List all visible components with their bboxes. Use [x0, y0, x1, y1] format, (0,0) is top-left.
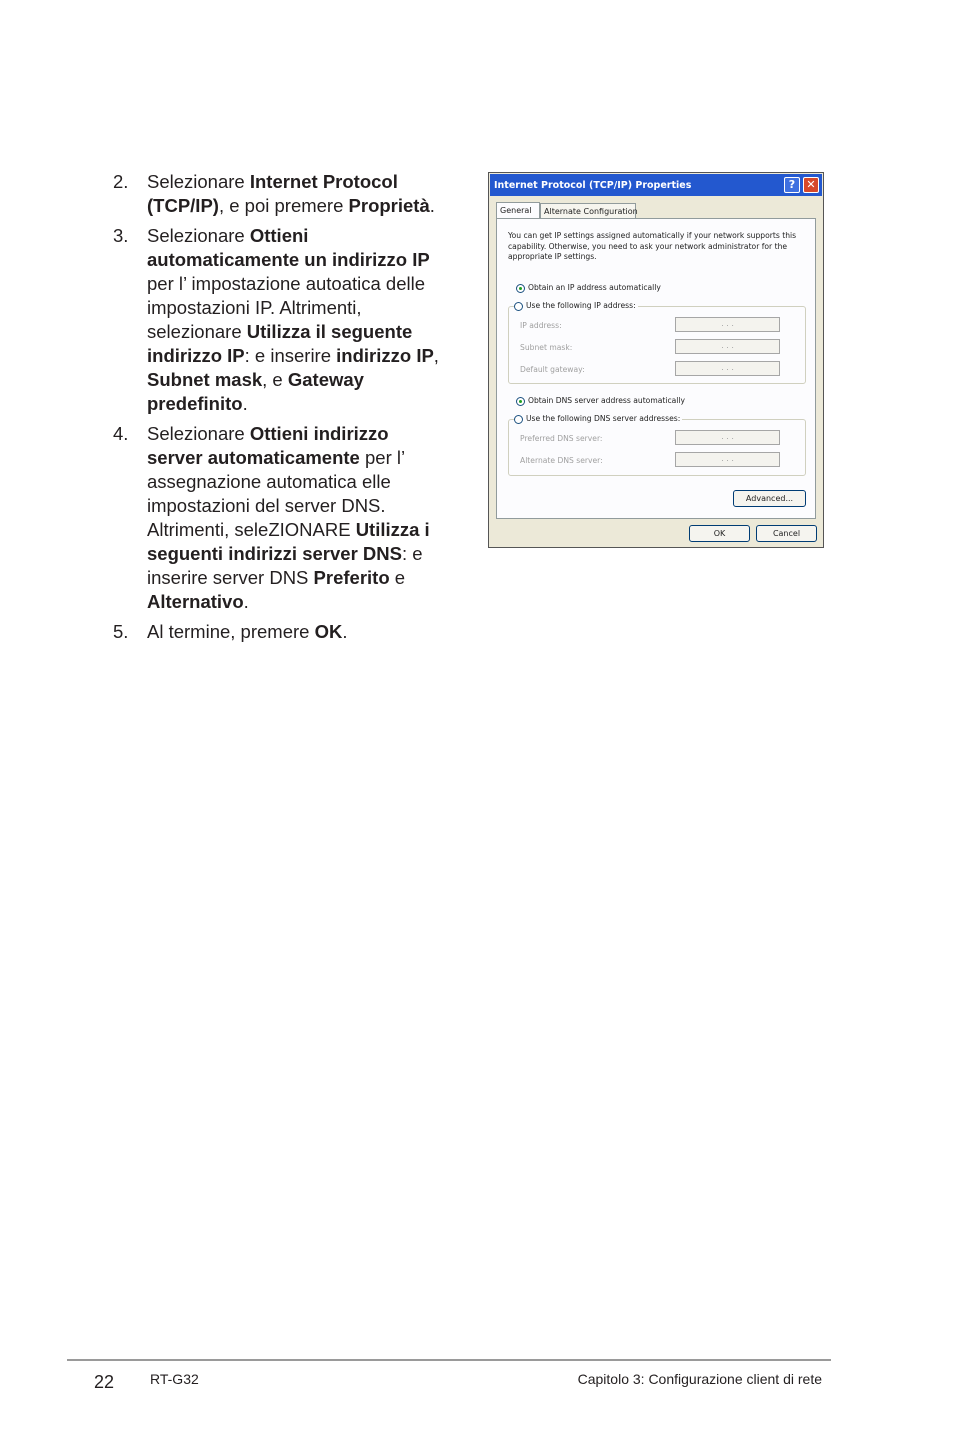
intro-text: You can get IP settings assigned automatically if your network supports this capability. Otherwise, you need to ask your network administrator for the appropriate IP settings. [508, 231, 797, 261]
ip-group [508, 306, 806, 384]
step-text [147, 422, 448, 614]
radio-unselected-icon [514, 415, 523, 424]
chapter-title: Capitolo 3: Configurazione client di rete [577, 1371, 822, 1387]
preferred-dns-field[interactable]: . . . [675, 430, 780, 445]
step-text-run: , e poi premere [218, 195, 349, 216]
ip-manual-label: Use the following IP address: [526, 301, 636, 310]
step-text [147, 620, 448, 644]
step-text-run: . [243, 591, 249, 612]
step-text-run: Selezionare [147, 225, 250, 246]
step-text-run: , e [262, 369, 288, 390]
step-emphasis: Alternativo [147, 591, 244, 612]
step-text-run: . [429, 195, 435, 216]
step-item [113, 224, 448, 416]
ip-auto-label: Obtain an IP address automatically [528, 283, 661, 292]
step-number: 3. [113, 225, 129, 246]
step-emphasis: Ottieni automaticamente un indirizzo IP [147, 225, 430, 270]
tcpip-properties-dialog [488, 172, 824, 548]
step-text-run: Al termine, premere [147, 621, 315, 642]
close-button[interactable]: ✕ [803, 177, 819, 193]
dialog-titlebar [490, 174, 822, 196]
step-emphasis: Ottieni indirizzo server automaticamente [147, 423, 389, 468]
step-text [147, 224, 448, 416]
radio-unselected-icon [514, 302, 523, 311]
step-text-run: per l’ impostazione autoatica delle impostazioni IP. Altrimenti, selezionare [147, 273, 426, 342]
step-text [147, 170, 448, 218]
radio-selected-icon [516, 284, 525, 293]
radio-selected-icon [516, 397, 525, 406]
subnet-mask-field[interactable]: . . . [675, 339, 780, 354]
step-item [113, 620, 448, 644]
step-text-run: per l’ assegnazione automatica elle impostazioni del server DNS. Altrimenti, seleZIONARE [147, 447, 405, 540]
default-gateway-label: Default gateway: [520, 365, 585, 374]
default-gateway-field[interactable]: . . . [675, 361, 780, 376]
step-item [113, 422, 448, 614]
help-button[interactable]: ? [784, 177, 800, 193]
step-text-run: . [242, 393, 248, 414]
advanced-button[interactable]: Advanced... [733, 490, 806, 507]
instruction-steps [113, 170, 448, 650]
model-name: RT-G32 [150, 1371, 199, 1387]
dialog-title: Internet Protocol (TCP/IP) Properties [494, 180, 692, 191]
step-text-run: : e inserire server DNS [147, 543, 423, 588]
step-text-run: . [342, 621, 348, 642]
step-emphasis: Subnet mask [147, 369, 263, 390]
dns-manual-radio[interactable] [514, 414, 682, 424]
general-panel [496, 218, 816, 519]
tab-general[interactable]: General [496, 202, 540, 219]
tab-alternate-configuration[interactable]: Alternate Configuration [540, 203, 636, 218]
step-number: 2. [113, 171, 129, 192]
step-text-run: Selezionare [147, 423, 250, 444]
step-item [113, 170, 448, 218]
footer-divider [67, 1359, 831, 1361]
ok-button[interactable]: OK [689, 525, 750, 542]
step-text-run: , [433, 345, 439, 366]
step-emphasis: Internet Protocol (TCP/IP) [147, 171, 398, 216]
ip-manual-radio[interactable] [514, 301, 638, 311]
step-emphasis: Utilizza il seguente indirizzo IP [147, 321, 413, 366]
dns-auto-radio[interactable] [516, 396, 685, 406]
dns-group [508, 419, 806, 476]
step-emphasis: Preferito [313, 567, 390, 588]
step-text-run: e [389, 567, 406, 588]
alternate-dns-field[interactable]: . . . [675, 452, 780, 467]
step-number: 5. [113, 621, 129, 642]
preferred-dns-label: Preferred DNS server: [520, 434, 603, 443]
step-emphasis: OK [314, 621, 343, 642]
ip-auto-radio[interactable] [516, 283, 661, 293]
step-emphasis: indirizzo IP [336, 345, 434, 366]
step-emphasis: Proprietà [348, 195, 430, 216]
page-number: 22 [94, 1372, 115, 1392]
cancel-button[interactable]: Cancel [756, 525, 817, 542]
alternate-dns-label: Alternate DNS server: [520, 456, 603, 465]
ip-address-field[interactable]: . . . [675, 317, 780, 332]
dns-auto-label: Obtain DNS server address automatically [528, 396, 685, 405]
step-number: 4. [113, 423, 129, 444]
dns-manual-label: Use the following DNS server addresses: [526, 414, 681, 423]
ip-address-label: IP address: [520, 321, 562, 330]
subnet-mask-label: Subnet mask: [520, 343, 573, 352]
step-text-run: : e inserire [244, 345, 337, 366]
step-text-run: Selezionare [147, 171, 250, 192]
step-emphasis: Gateway predefinito [147, 369, 364, 414]
step-emphasis: Utilizza i seguenti indirizzi server DNS [147, 519, 430, 564]
